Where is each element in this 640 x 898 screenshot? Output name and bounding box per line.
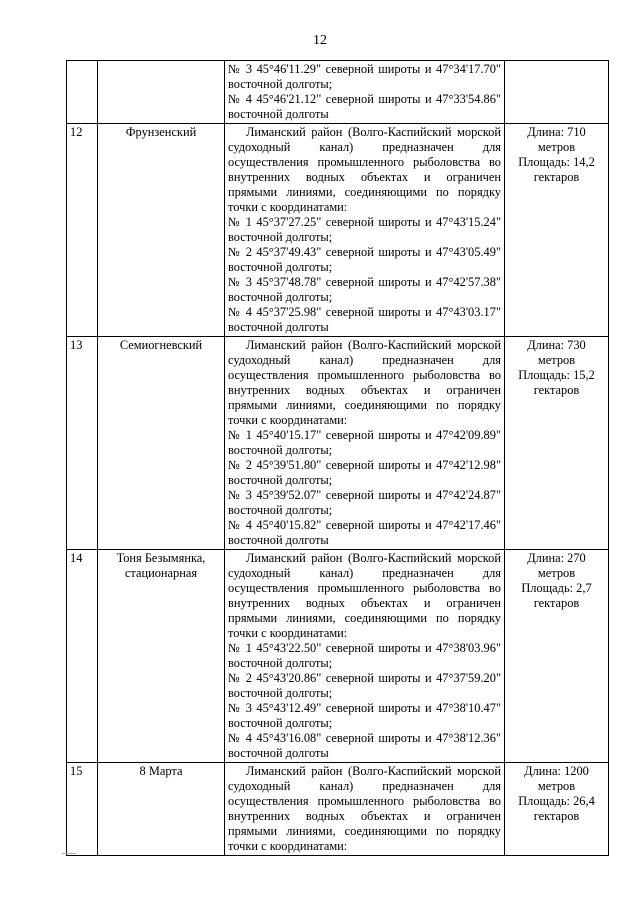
site-area: Площадь: 2,7 гектаров	[521, 581, 592, 610]
row-number: 15	[67, 763, 98, 856]
coordinate-point: № 3 45°37'48.78" северной широты и 47°42'57.38" восточной долготы;	[228, 275, 501, 304]
cell-description	[225, 763, 505, 856]
site-description: Лиманский район (Волго-Каспийский морской судоходный канал) предназначен для осуществления промышленного рыболовства во внутренних водных объектах и ограничен прямыми линиями, соединяющими по порядку точки с координатами:	[228, 551, 501, 640]
cell-description	[225, 337, 505, 550]
scan-mark	[62, 853, 76, 854]
cell-size	[505, 124, 609, 337]
table-row-12	[67, 124, 609, 337]
table-row-continuation	[67, 61, 609, 124]
site-area: Площадь: 15,2 гектаров	[518, 368, 595, 397]
site-area: Площадь: 14,2 гектаров	[518, 155, 595, 184]
site-description: Лиманский район (Волго-Каспийский морской судоходный канал) предназначен для осуществления промышленного рыболовства во внутренних водных объектах и ограничен прямыми линиями, соединяющими по порядку точки с координатами:	[228, 125, 501, 214]
site-name: Семиогневский	[98, 337, 225, 550]
site-length: Длина: 730 метров	[527, 338, 586, 367]
site-name: 8 Марта	[98, 763, 225, 856]
coordinate-point: № 4 45°46'21.12" северной широты и 47°33'54.86" восточной долготы	[228, 92, 501, 121]
coordinate-point: № 2 45°37'49.43" северной широты и 47°43'05.49" восточной долготы;	[228, 245, 501, 274]
coordinate-point: № 2 45°39'51.80" северной широты и 47°42'12.98" восточной долготы;	[228, 458, 501, 487]
coordinate-point: № 1 45°37'27.25" северной широты и 47°43'15.24" восточной долготы;	[228, 215, 501, 244]
row-number: 14	[67, 550, 98, 763]
coordinate-point: № 1 45°43'22.50" северной широты и 47°38'03.96" восточной долготы;	[228, 641, 501, 670]
cell-description	[225, 61, 505, 124]
site-area: Площадь: 26,4 гектаров	[518, 794, 595, 823]
fishing-sites-table	[66, 60, 609, 856]
row-number: 12	[67, 124, 98, 337]
coordinate-point: № 4 45°40'15.82" северной широты и 47°42'17.46" восточной долготы	[228, 518, 501, 547]
coordinate-point: № 3 45°43'12.49" северной широты и 47°38'10.47" восточной долготы;	[228, 701, 501, 730]
cell-name	[98, 61, 225, 124]
site-length: Длина: 1200 метров	[524, 764, 589, 793]
coordinate-point: № 1 45°40'15.17" северной широты и 47°42'09.89" восточной долготы;	[228, 428, 501, 457]
coordinate-point: № 2 45°43'20.86" северной широты и 47°37'59.20" восточной долготы;	[228, 671, 501, 700]
site-length: Длина: 710 метров	[527, 125, 586, 154]
site-length: Длина: 270 метров	[527, 551, 586, 580]
cell-size	[505, 763, 609, 856]
site-name: Тоня Безымянка, стационарная	[98, 550, 225, 763]
site-description: Лиманский район (Волго-Каспийский морской судоходный канал) предназначен для осуществления промышленного рыболовства во внутренних водных объектах и ограничен прямыми линиями, соединяющими по порядку точки с координатами:	[228, 764, 501, 853]
coordinate-point: № 4 45°43'16.08" северной широты и 47°38'12.36" восточной долготы	[228, 731, 501, 760]
cell-description	[225, 124, 505, 337]
table-row-14	[67, 550, 609, 763]
cell-size	[505, 337, 609, 550]
cell-num	[67, 61, 98, 124]
coordinate-point: № 3 45°39'52.07" северной широты и 47°42'24.87" восточной долготы;	[228, 488, 501, 517]
coordinate-point: № 4 45°37'25.98" северной широты и 47°43'03.17" восточной долготы	[228, 305, 501, 334]
table-row-15	[67, 763, 609, 856]
cell-size	[505, 61, 609, 124]
cell-size	[505, 550, 609, 763]
table-row-13	[67, 337, 609, 550]
coordinate-point: № 3 45°46'11.29" северной широты и 47°34'17.70" восточной долготы;	[228, 62, 501, 91]
row-number: 13	[67, 337, 98, 550]
site-name: Фрунзенский	[98, 124, 225, 337]
cell-description	[225, 550, 505, 763]
page-number: 12	[313, 33, 327, 48]
site-description: Лиманский район (Волго-Каспийский морской судоходный канал) предназначен для осуществления промышленного рыболовства во внутренних водных объектах и ограничен прямыми линиями, соединяющими по порядку точки с координатами:	[228, 338, 501, 427]
